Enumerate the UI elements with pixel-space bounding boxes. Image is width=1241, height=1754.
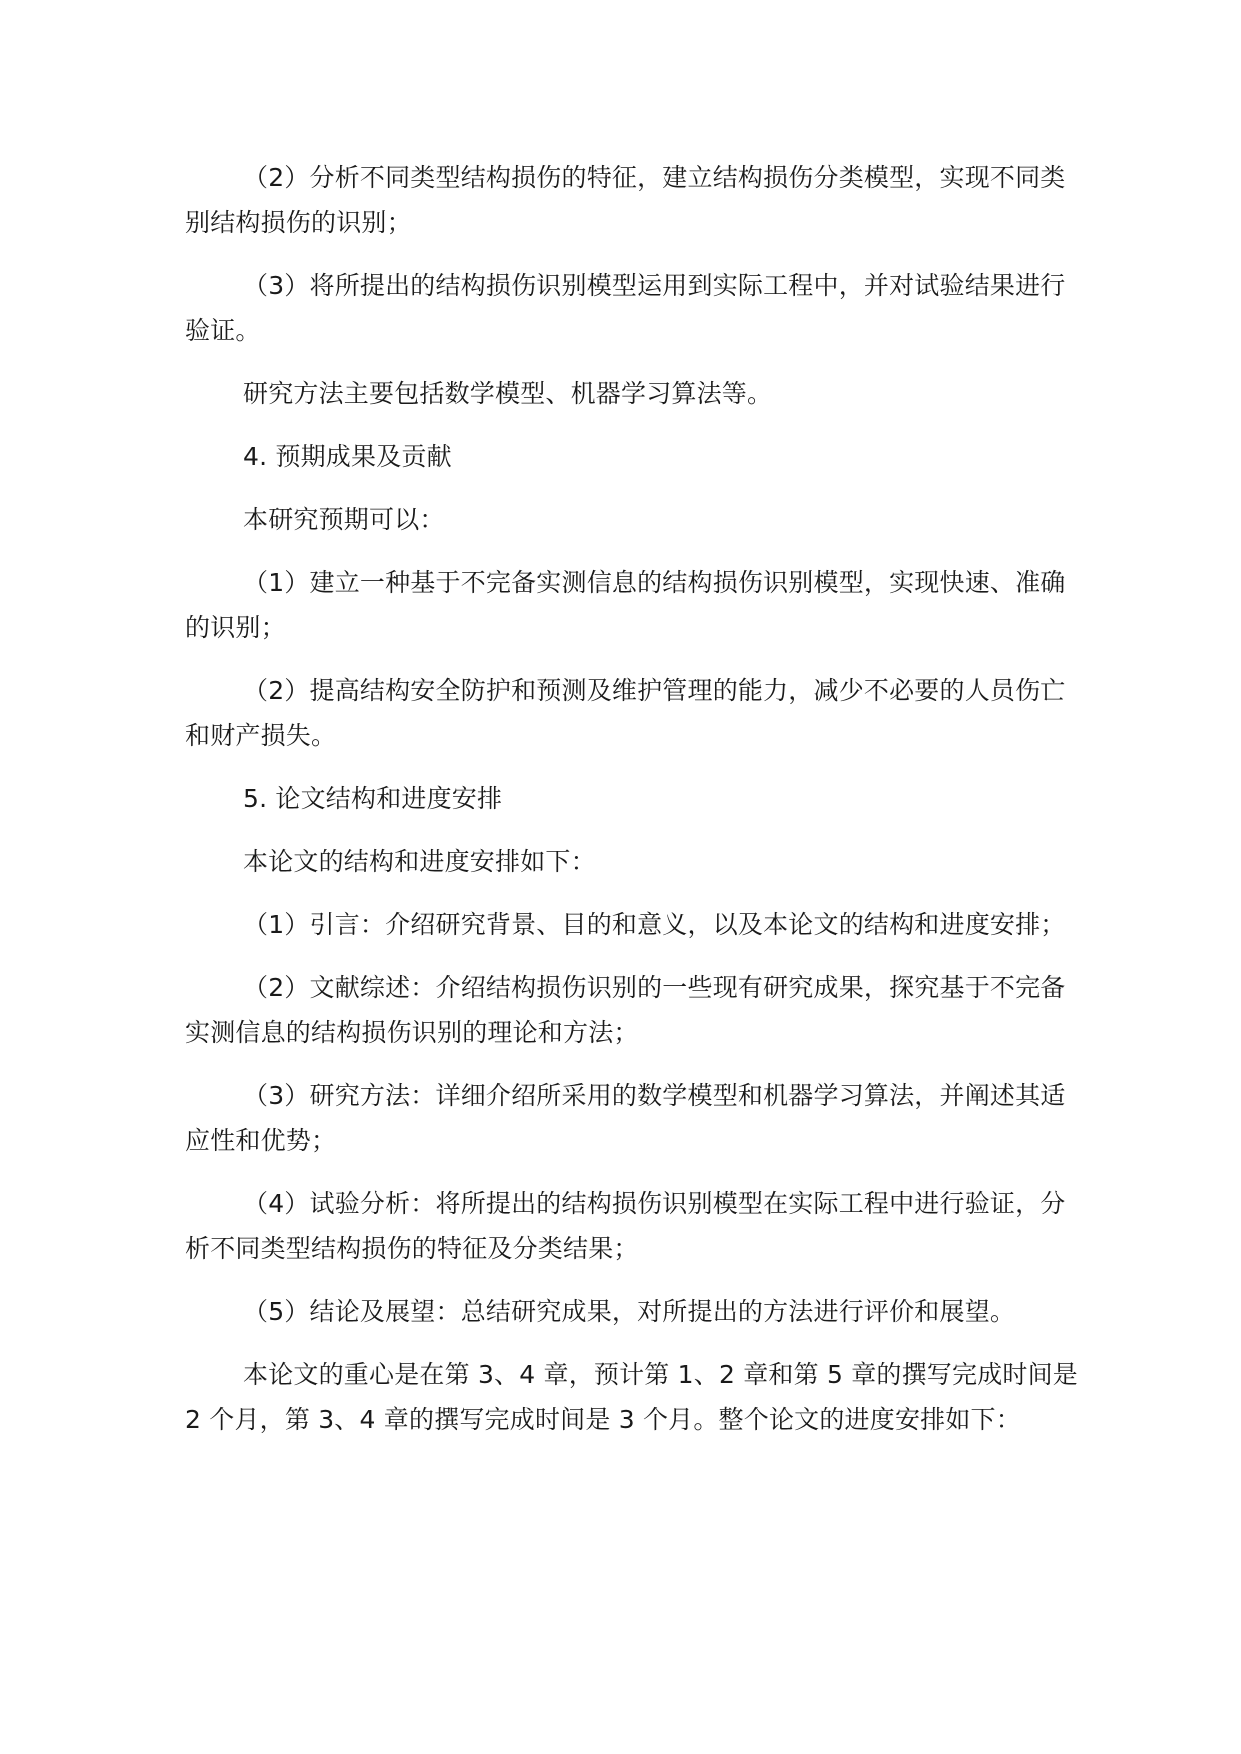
paragraph-chapter-1: （1）引言：介绍研究背景、目的和意义，以及本论文的结构和进度安排； bbox=[243, 910, 1066, 939]
paragraph-expected-item-1: （1）建立一种基于不完备实测信息的结构损伤识别模型，实现快速、准确的识别； bbox=[185, 568, 1066, 642]
paragraph-research-methods: 研究方法主要包括数学模型、机器学习算法等。 bbox=[243, 379, 773, 408]
paragraph-engineering-validation: （3）将所提出的结构损伤识别模型运用到实际工程中，并对试验结果进行验证。 bbox=[185, 271, 1066, 345]
paragraph-structure-intro: 本论文的结构和进度安排如下： bbox=[243, 847, 596, 876]
paragraph-chapter-4: （4）试验分析：将所提出的结构损伤识别模型在实际工程中进行验证，分析不同类型结构损伤的特征及分类结果； bbox=[185, 1189, 1066, 1263]
paragraph-damage-classification: （2）分析不同类型结构损伤的特征，建立结构损伤分类模型，实现不同类别结构损伤的识别； bbox=[185, 163, 1066, 237]
paragraph-chapter-5: （5）结论及展望：总结研究成果，对所提出的方法进行评价和展望。 bbox=[243, 1297, 1016, 1326]
section-heading-expected-results: 4. 预期成果及贡献 bbox=[243, 442, 452, 471]
paragraph-chapter-2: （2）文献综述：介绍结构损伤识别的一些现有研究成果，探究基于不完备实测信息的结构损伤识别的理论和方法； bbox=[185, 973, 1066, 1047]
paragraph-expected-intro: 本研究预期可以： bbox=[243, 505, 445, 534]
paragraph-chapter-3: （3）研究方法：详细介绍所采用的数学模型和机器学习算法，并阐述其适应性和优势； bbox=[185, 1081, 1066, 1155]
section-heading-structure-schedule: 5. 论文结构和进度安排 bbox=[243, 784, 503, 813]
paragraph-expected-item-2: （2）提高结构安全防护和预测及维护管理的能力，减少不必要的人员伤亡和财产损失。 bbox=[185, 676, 1066, 750]
document-body bbox=[185, 155, 1085, 1460]
paragraph-schedule-summary: 本论文的重心是在第 3、4 章，预计第 1、2 章和第 5 章的撰写完成时间是 2 个月，第 3、4 章的撰写完成时间是 3 个月。整个论文的进度安排如下： bbox=[185, 1360, 1079, 1434]
